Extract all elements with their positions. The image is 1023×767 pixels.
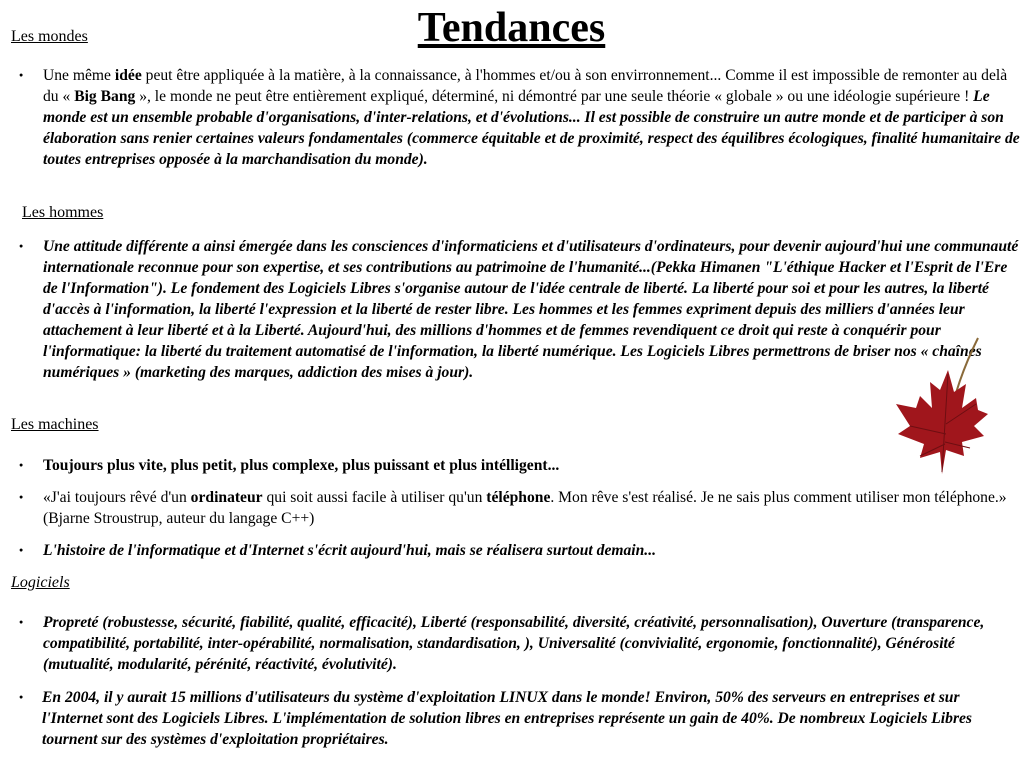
section-heading-hommes: Les hommes: [22, 204, 104, 221]
text-run-bold: idée: [114, 67, 142, 84]
list-item: [0, 540, 1023, 561]
text-run: », le monde ne peut être entièrement expliqué, déterminé, ni démontré par une seule théorie « globale » ou une idéologie supérieure !: [135, 88, 974, 105]
text-run-bold: téléphone: [486, 489, 551, 506]
leaf-blade: [896, 370, 988, 474]
list-item: [0, 236, 1023, 383]
list-item: [0, 687, 1022, 750]
maple-leaf-icon: [890, 334, 990, 480]
text-run-bold-italic: L'histoire de l'informatique et d'Internet s'écrit aujourd'hui, mais se réalisera surtout demain...: [43, 542, 656, 559]
text-run-bold: Big Bang: [74, 88, 136, 105]
list-hommes: [0, 236, 1023, 383]
list-mondes: [0, 65, 1023, 170]
text-run-bold: ordinateur: [190, 489, 263, 506]
page-title: Tendances: [417, 5, 606, 51]
list-machines: [0, 455, 1023, 561]
text-run-bold-italic: En 2004, il y aurait 15 millions d'utilisateurs du système d'exploitation LINUX dans le monde! Environ, 50% des serveurs en entreprises et sur l'Internet sont des Logiciels Libres. L'implémentation de solution libres en entreprises représente un gain de 40%. De nombreux Logiciels Libres tournent sur des systèmes d'exploitation propriétaires.: [42, 689, 972, 748]
text-run: qui soit aussi facile à utiliser qu'un: [262, 489, 487, 506]
text-run: «J'ai toujours rêvé d'un: [43, 489, 191, 506]
section-heading-mondes: Les mondes: [11, 28, 88, 45]
section-heading-logiciels: Logiciels: [11, 574, 70, 591]
list-item: [0, 487, 1023, 529]
text-run: . Mon rêve s'est réalisé. Je ne sais plus comment utiliser mon téléphone.» (Bjarne Stroustrup, auteur du langage C++): [43, 489, 1007, 527]
list-item: [0, 455, 1023, 476]
text-run: Une même: [43, 67, 115, 84]
text-run-bold-italic: Le monde est un ensemble probable d'organisations, d'inter-relations, et d'évolutions... Il est possible de construire un autre monde et de participer à son élaboration sans renier certaines valeurs fondamentales (commerce équitable et de proximité, respect des équilibres écologiques, finalité humanitaire de toutes entreprises opposée à la marchandisation du monde).: [43, 88, 1020, 168]
section-heading-machines: Les machines: [11, 416, 99, 433]
text-run-bold-italic: Une attitude différente a ainsi émergée dans les consciences d'informaticiens et d'utilisateurs d'ordinateurs, pour devenir aujourd'hui une communauté internationale reconnue pour son expertise, et ses contributions au patrimoine de l'humanité...(Pekka Himanen "L'éthique Hacker et l'Esprit de l'Ere de l'Information"). Le fondement des Logiciels Libres s'organise autour de l'idée centrale de liberté. La liberté pour soi et pour les autres, la liberté d'accès à l'information, la liberté l'expression et la liberté de rester libre. Les hommes et les femmes expriment depuis des milliers d'années leur attachement à leur liberté et à la Liberté. Aujourd'hui, des millions d'hommes et de femmes revendiquent ce droit qui reste à conquérir pour l'informatique: la liberté du traitement automatisé de l'information, la liberté numérique. Les Logiciels Libres permettrons de briser nos « chaînes numériques » (marketing des marques, addiction des mises à jour).: [43, 238, 1019, 381]
list-item: [0, 612, 1023, 675]
list-logiciels-2: [0, 687, 1022, 750]
text-run-bold-italic: Propreté (robustesse, sécurité, fiabilité, qualité, efficacité), Liberté (responsabilité, diversité, créativité, personnalisation), Ouverture (transparence, compatibilité, portabilité, inter-opérabilité, normalisation, standardisation, ), Universalité (convivialité, ergonomie, fonctionnalité), Générosité (mutualité, modularité, pérénité, réactivité, évolutivité).: [43, 614, 985, 673]
text-run: peut être appliquée à la matière, à la connaissance, à l'hommes et/ou à son envirronnement... Comme il est impossible de remonter au delà du «: [43, 67, 1008, 105]
list-item: [0, 65, 1023, 170]
text-run-bold: Toujours plus vite, plus petit, plus complexe, plus puissant et plus intélligent...: [43, 457, 560, 474]
list-logiciels: [0, 612, 1023, 675]
